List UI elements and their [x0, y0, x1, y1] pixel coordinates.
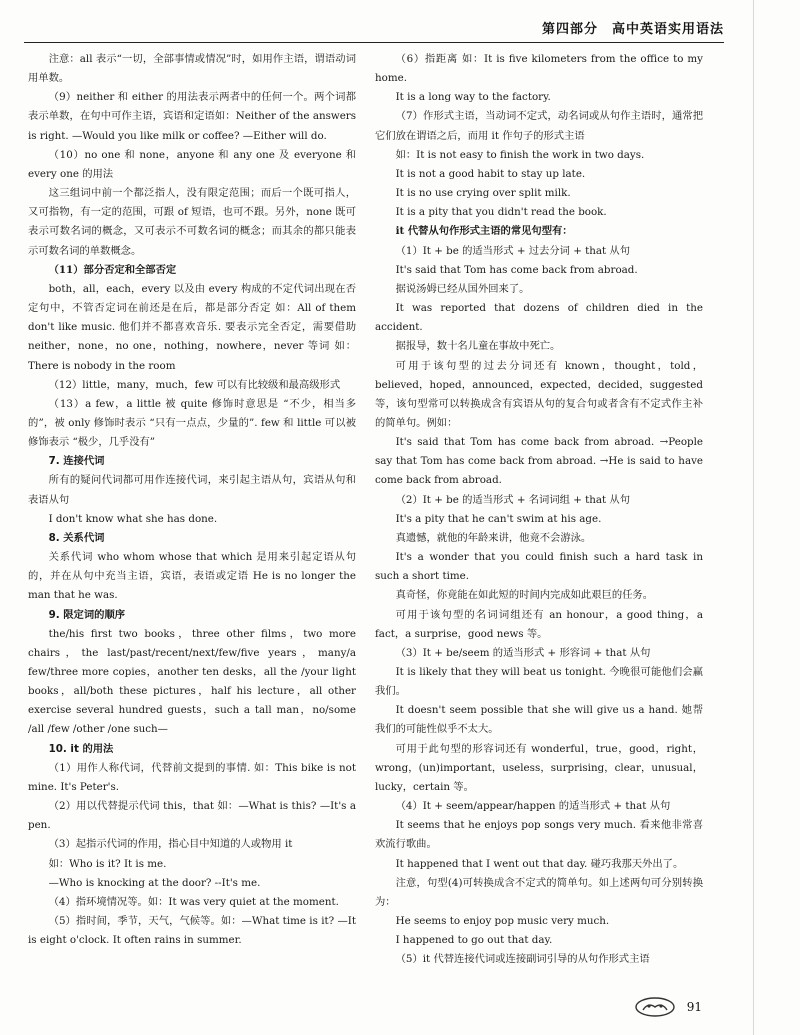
- right-paragraph: It is likely that they will beat us tonight. 今晚很可能他们会赢我们。: [375, 666, 703, 698]
- left-paragraph: 8. 关系代词: [48, 531, 105, 544]
- left-paragraph: （3）起指示代词的作用，指心目中知道的人或物用 it: [48, 838, 293, 851]
- right-paragraph: 真奇怪，你竟能在如此短的时间内完成如此艰巨的任务。: [395, 589, 654, 602]
- right-paragraph: 可用于此句型的形容词还有 wonderful，true，good，right，wrong，(un)important，useless，surprising，clear，unusual，lucky，certain 等。: [375, 742, 703, 793]
- book-logo-icon: [634, 996, 676, 1018]
- left-paragraph: I don't know what she has done.: [48, 512, 218, 525]
- right-paragraph: 注意，句型(4)可转换成含不定式的简单句。如上述两句可分别转换为：: [375, 876, 703, 908]
- left-paragraph: 这三组词中前一个都泛指人，没有限定范围；而后一个既可指人，又可指物，有一定的范围，可跟 of 短语，也可不跟。另外，none 既可表示可数名词的概念，又可表示不可数名词的概念；而其余的都只能表示可数名词的单数概念。: [28, 187, 356, 257]
- left-paragraph: （10）no one 和 none，anyone 和 any one 及 everyone 和 every one 的用法: [28, 148, 356, 180]
- left-paragraph: （13）a few，a little 被 quite 修饰时意思是 “不少，相当多的”，被 only 修饰时表示 “只有一点点，少量的”. few 和 little 可以被修饰表示 “极少，几乎没有”: [28, 397, 356, 449]
- right-paragraph: It seems that he enjoys pop songs very much. 看来他非常喜欢流行歌曲。: [375, 819, 703, 851]
- left-paragraph: 关系代词 who whom whose that which 是用来引起定语从句的，并在从句中充当主语，宾语，表语或定语 He is no longer the man that he was.: [28, 551, 356, 602]
- page-footer: [582, 996, 702, 1022]
- header-title: 第四部分 高中英语实用语法: [541, 22, 724, 37]
- right-paragraph: It is a pity that you didn't read the book.: [395, 206, 607, 219]
- left-paragraph: the/his first two books，three other films，two more chairs，the last/past/recent/next/few/five years，many/a few/three more copies，another ten desks，all the /your light books，all/both these pictures，half his lecture，all other exercise several hundred guests，such a tall man，no/some /all /few /other /one such—: [28, 627, 356, 736]
- right-paragraph: It's said that Tom has come back from abroad. →People say that Tom has come back from abroad. →He is said to have come back from abroad.: [375, 436, 703, 487]
- left-paragraph: 所有的疑问代词都可用作连接代词，来引起主语从句，宾语从句和表语从句: [28, 474, 356, 506]
- right-paragraph: It is no use crying over split milk.: [395, 187, 571, 200]
- right-paragraph: 据说汤姆已经从国外回来了。: [395, 282, 530, 295]
- right-paragraph: it 代替从句作形式主语的常见句型有：: [395, 225, 573, 238]
- header-rule: [24, 42, 724, 43]
- left-paragraph: （12）little，many，much，few 可以有比较级和最高级形式: [48, 378, 341, 391]
- right-paragraph: He seems to enjoy pop music very much.: [395, 915, 610, 928]
- left-paragraph: 7. 连接代词: [48, 455, 105, 468]
- left-paragraph: （11）部分否定和全部否定: [48, 263, 177, 276]
- right-paragraph: It's a pity that he can't swim at his age.: [395, 512, 602, 525]
- right-paragraph: It happened that I went out that day. 碰巧我那天外出了。: [395, 857, 684, 870]
- right-paragraph: It was reported that dozens of children died in the accident.: [375, 302, 703, 334]
- left-paragraph: 10. it 的用法: [48, 742, 114, 755]
- page-number: 91: [686, 1000, 702, 1014]
- right-paragraph: It's said that Tom has come back from abroad.: [395, 263, 638, 276]
- right-paragraph: （5）it 代替连接代词或连接副词引导的从句作形式主语: [395, 953, 650, 966]
- running-header: [24, 8, 724, 44]
- right-paragraph: It's a wonder that you could finish such a hard task in such a short time.: [375, 551, 703, 583]
- right-paragraph: It is not a good habit to stay up late.: [395, 167, 586, 180]
- right-paragraph: I happened to go out that day.: [395, 934, 553, 947]
- right-paragraph: （6）指距离 如：It is five kilometers from the office to my home.: [375, 53, 703, 85]
- right-paragraph: 如：It is not easy to finish the work in two days.: [395, 148, 645, 161]
- left-paragraph: （2）用以代替提示代词 this，that 如：—What is this? —It's a pen.: [28, 800, 356, 832]
- right-paragraph: （3）It + be/seem 的适当形式 + 形容词 + that 从句: [395, 646, 651, 659]
- right-paragraph: （1）It + be 的适当形式 + 过去分词 + that 从句: [395, 244, 631, 257]
- left-paragraph: —Who is knocking at the door? --It's me.: [48, 876, 261, 889]
- right-paragraph: 真遗憾，就他的年龄来讲，他竟不会游泳。: [395, 531, 592, 544]
- left-paragraph: 如：Who is it? It is me.: [48, 857, 167, 870]
- left-paragraph: 9. 限定词的顺序: [48, 608, 126, 621]
- left-paragraph: both，all，each，every 以及由 every 构成的不定代词出现在否定句中，不管否定词在前还是在后，都是部分否定 如：All of them don't like music. 他们并不都喜欢音乐. 要表示完全否定，需要借助 neither，none，no one，nothing，nowhere，never 等词 如：There is nobody in the room: [28, 282, 356, 372]
- right-column: [375, 50, 703, 970]
- right-paragraph: （2）It + be 的适当形式 + 名词词组 + that 从句: [395, 493, 631, 506]
- right-paragraph: 据报导，数十名儿童在事故中死亡。: [395, 340, 561, 353]
- right-paragraph: It doesn't seem possible that she will give us a hand. 她帮我们的可能性似乎不太大。: [375, 704, 703, 736]
- right-paragraph: 可用于该句型的名词词组还有 an honour，a good thing，a fact，a surprise，good news 等。: [375, 608, 703, 640]
- left-paragraph: 注意：all 表示“一切，全部事情或情况”时，如用作主语，谓语动词用单数。: [28, 53, 356, 85]
- right-paragraph: （7）作形式主语，当动词不定式，动名词或从句作主语时，通常把它们放在谓语之后，而用 it 作句子的形式主语: [375, 110, 703, 142]
- left-paragraph: （5）指时间，季节，天气，气候等。如：—What time is it? —It is eight o'clock. It often rains in summer.: [28, 915, 356, 947]
- left-paragraph: （1）用作人称代词，代替前文提到的事情. 如：This bike is not mine. It's Peter's.: [28, 761, 356, 793]
- left-paragraph: （9）neither 和 either 的用法表示两者中的任何一个。两个词都表示单数，在句中可作主语，宾语和定语如：Neither of the answers is right. —Would you like milk or coffee? —Either will do.: [28, 91, 356, 142]
- right-paragraph: 可用于该句型的过去分词还有 known，thought，told，believed，hoped，announced，expected，decided，suggested 等，该句型常可以转换成含有宾语从句的复合句或者含有不定式作主补的简单句。例如：: [375, 359, 703, 429]
- right-paragraph: It is a long way to the factory.: [395, 91, 551, 104]
- left-paragraph: （4）指环境情况等。如：It was very quiet at the moment.: [48, 895, 339, 908]
- right-paragraph: （4）It + seem/appear/happen 的适当形式 + that 从句: [395, 800, 671, 813]
- left-column: [28, 50, 356, 950]
